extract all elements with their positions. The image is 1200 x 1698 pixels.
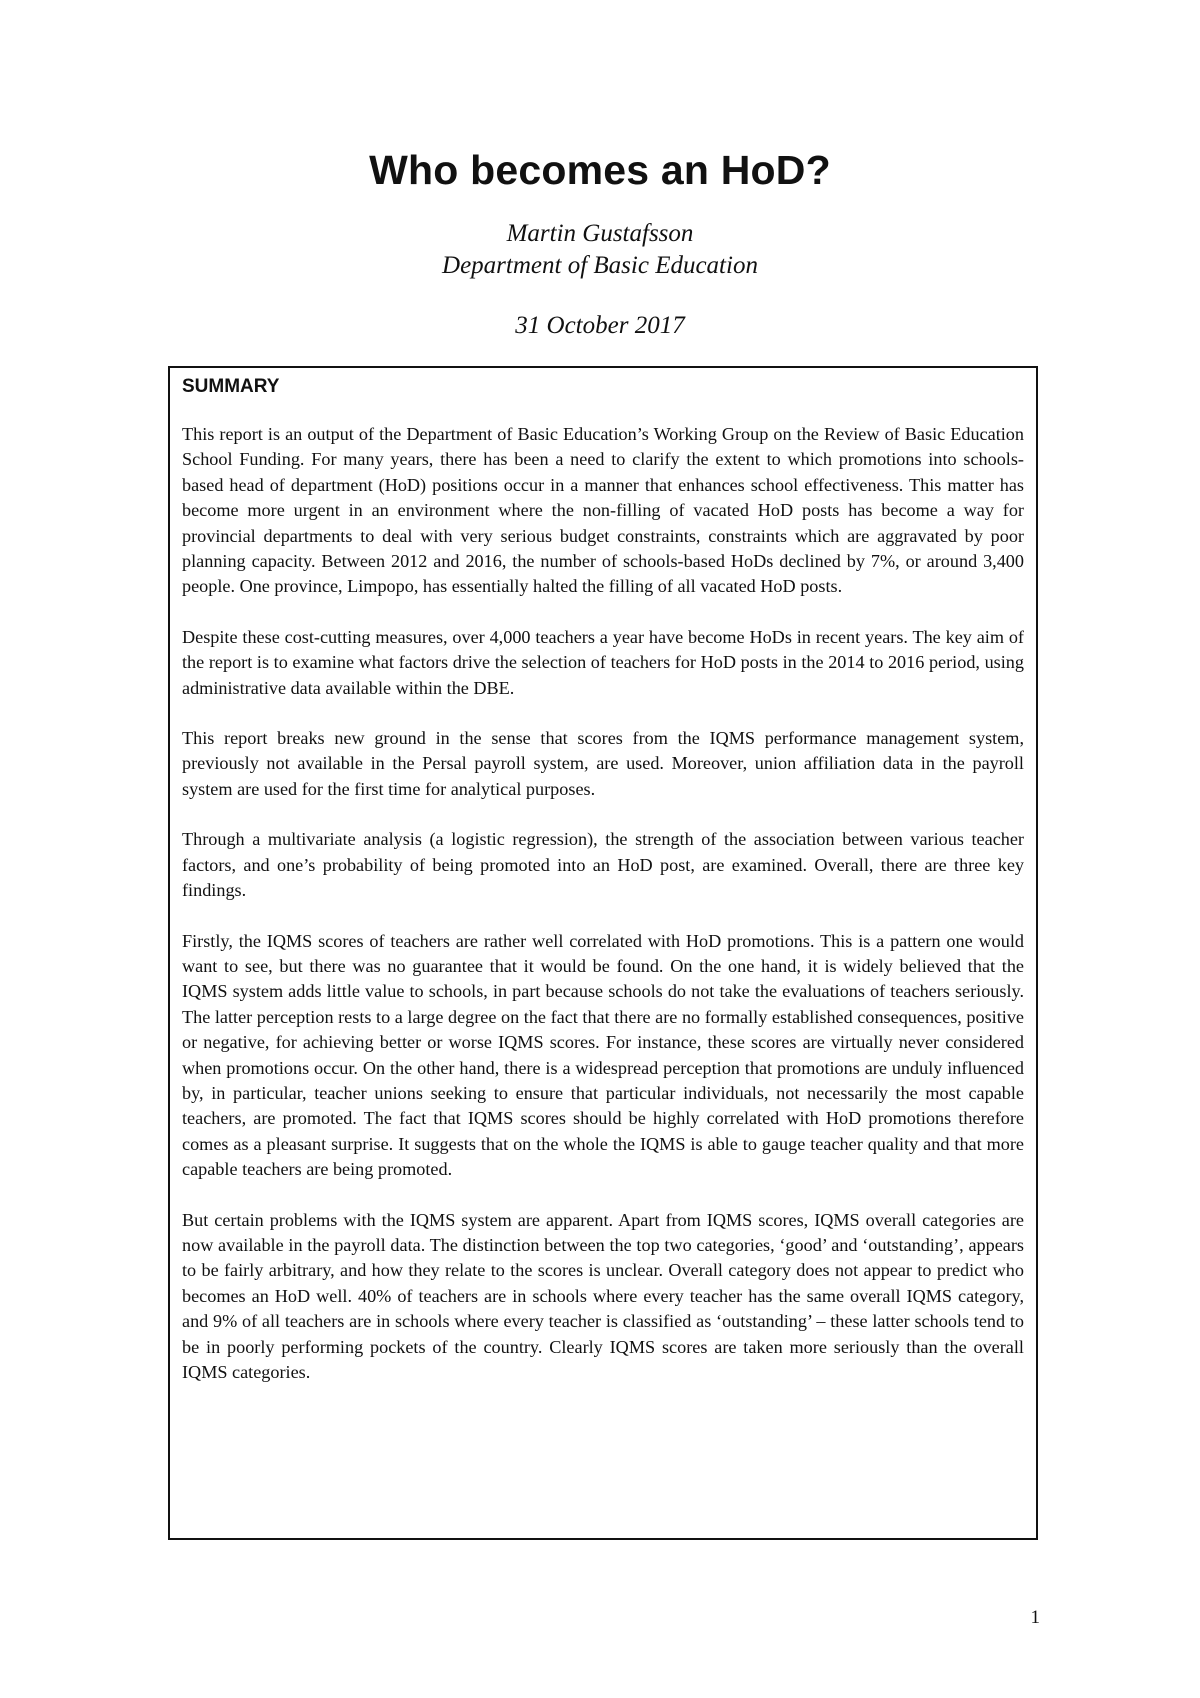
summary-paragraph: This report is an output of the Department of Basic Education’s Working Group on the Review of Basic Education School Funding. For many years, there has been a need to clarify the extent to which promotions into schools-based head of department (HoD) positions occur in a manner that enhances school effectiveness. This matter has become more urgent in an environment where the non-filling of vacated HoD posts has become a way for provincial departments to deal with very serious budget constraints, constraints which are aggravated by poor planning capacity. Between 2012 and 2016, the number of schools-based HoDs declined by 7%, or around 3,400 people. One province, Limpopo, has essentially halted the filling of all vacated HoD posts.: [182, 424, 1024, 597]
author-affiliation: Department of Basic Education: [442, 252, 758, 279]
author-name: Martin Gustafsson: [506, 220, 694, 247]
summary-heading: SUMMARY: [182, 376, 280, 397]
summary-paragraph: Firstly, the IQMS scores of teachers are rather well correlated with HoD promotions. This is a pattern one would want to see, but there was no guarantee that it would be found. On the one hand, it is widely believed that the IQMS system adds little value to schools, in part because schools do not take the evaluations of teachers seriously. The latter perception rests to a large degree on the fact that there are no formally established consequences, positive or negative, for achieving better or worse IQMS scores. For instance, these scores are virtually never considered when promotions occur. On the other hand, there is a widespread perception that promotions are unduly influenced by, in particular, teacher unions seeking to ensure that particular individuals, not necessarily the most capable teachers, are promoted. The fact that IQMS scores should be highly correlated with HoD promotions therefore comes as a pleasant surprise. It suggests that on the whole the IQMS is able to gauge teacher quality and that more capable teachers are being promoted.: [182, 930, 1024, 1180]
summary-box: [168, 366, 1038, 1540]
document-date: 31 October 2017: [515, 312, 685, 339]
document-title: Who becomes an HoD?: [369, 147, 831, 193]
page-number: 1: [1030, 1607, 1040, 1628]
summary-paragraph: Through a multivariate analysis (a logistic regression), the strength of the association between various teacher factors, and one’s probability of being promoted into an HoD post, are examined. Overall, there are three key findings.: [182, 829, 1024, 901]
summary-paragraph: But certain problems with the IQMS system are apparent. Apart from IQMS scores, IQMS overall categories are now available in the payroll data. The distinction between the top two categories, ‘good’ and ‘outstanding’, appears to be fairly arbitrary, and how they relate to the scores is unclear. Overall category does not appear to predict who becomes an HoD well. 40% of teachers are in schools where every teacher has the same overall IQMS category, and 9% of all teachers are in schools where every teacher is classified as ‘outstanding’ – these latter schools tend to be in poorly performing pockets of the country. Clearly IQMS scores are taken more seriously than the overall IQMS categories.: [182, 1209, 1024, 1382]
summary-paragraph: Despite these cost-cutting measures, over 4,000 teachers a year have become HoDs in recent years. The key aim of the report is to examine what factors drive the selection of teachers for HoD posts in the 2014 to 2016 period, using administrative data available within the DBE.: [182, 626, 1024, 698]
summary-paragraph: This report breaks new ground in the sense that scores from the IQMS performance management system, previously not available in the Persal payroll system, are used. Moreover, union affiliation data in the payroll system are used for the first time for analytical purposes.: [182, 728, 1024, 799]
author-block: [0, 218, 1200, 282]
